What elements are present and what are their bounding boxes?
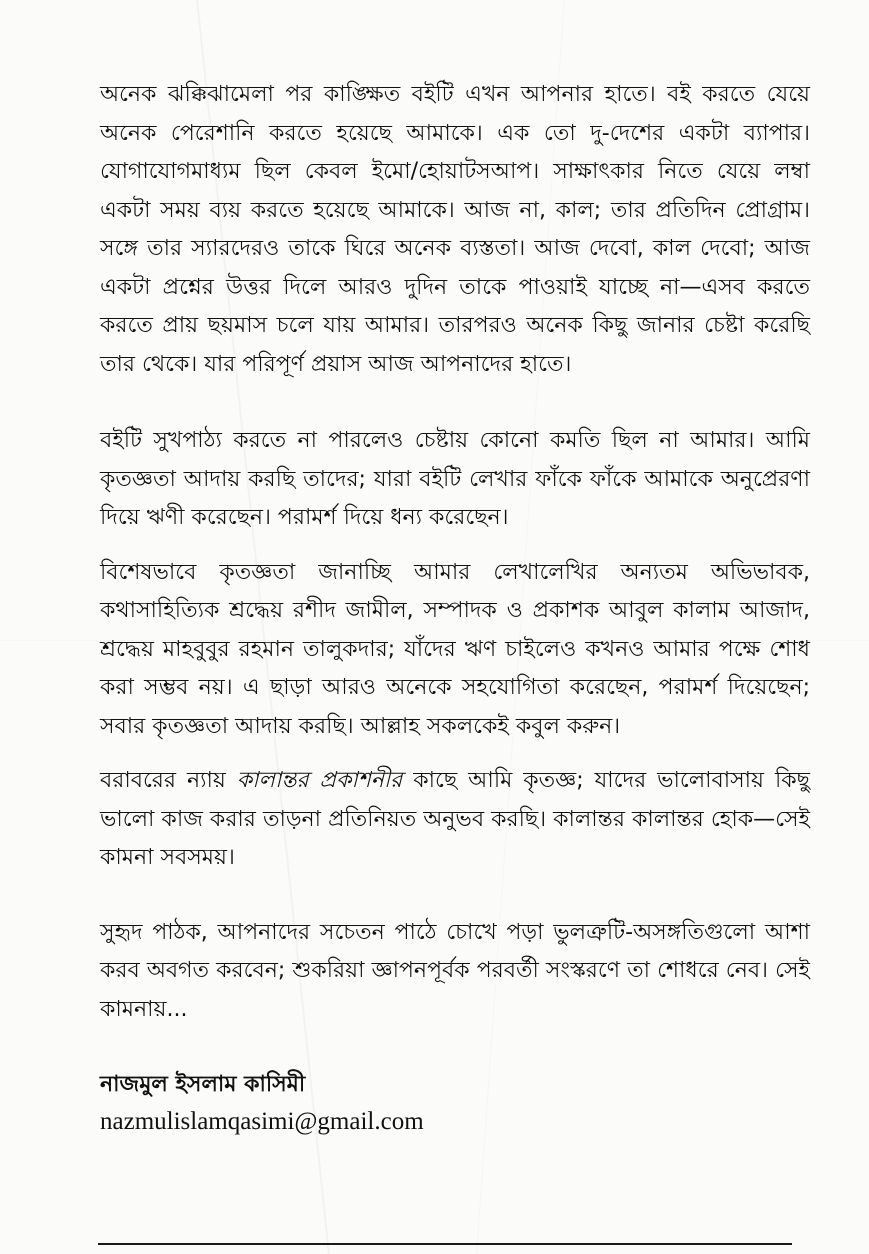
- author-email: nazmulislamqasimi@gmail.com: [100, 1108, 424, 1135]
- paragraph-5: সুহৃদ পাঠক, আপনাদের সচেতন পাঠে চোখে পড়া ভুলত্রুটি-অসঙ্গতিগুলো আশা করব অবগত করবেন; শুকরিয়া জ্ঞাপনপূর্বক পরবর্তী সংস্করণে তা শোধরে নেব। সেই কামনায়...: [100, 919, 810, 1022]
- paragraph-4-start: বরাবরের ন্যায়: [100, 768, 237, 793]
- paragraph-3: বিশেষভাবে কৃতজ্ঞতা জানাচ্ছি আমার লেখালেখির অন্যতম অভিভাবক, কথাসাহিত্যিক শ্রদ্ধেয় রশীদ জামীল, সম্পাদক ও প্রকাশক আবুল কালাম আজাদ, শ্রদ্ধেয় মাহবুবুর রহমান তালুকদার; যাঁদের ঋণ চাইলেও কখনও আমার পক্ষে শোধ করা সম্ভব নয়। এ ছাড়া আরও অনেকে সহযোগিতা করেছেন, পরামর্শ দিয়েছেন; সবার কৃতজ্ঞতা আদায় করছি। আল্লাহ সকলকেই কবুল করুন।: [100, 559, 810, 739]
- paragraph-4: [100, 762, 810, 878]
- paragraph-1: অনেক ঝক্কিঝামেলা পর কাঙ্ক্ষিত বইটি এখন আপনার হাতে। বই করতে যেয়ে অনেক পেরেশানি করতে হয়েছে আমাকে। এক তো দু-দেশের একটা ব্যাপার। যোগাযোগমাধ্যম ছিল কেবল ইমো/হোয়াটসআপ। সাক্ষাৎকার নিতে যেয়ে লম্বা একটা সময় ব্যয় করতে হয়েছে আমাকে। আজ না, কাল; তার প্রতিদিন প্রোগ্রাম। সঙ্গে তার স্যারদেরও তাকে ঘিরে অনেক ব্যস্ততা। আজ দেবো, কাল দেবো; আজ একটা প্রশ্নের উত্তর দিলে আরও দুদিন তাকে পাওয়াই যাচ্ছে না—এসব করতে করতে প্রায় ছয়মাস চলে যায় আমার। তারপরও অনেক কিছু জানার চেষ্টা করেছি তার থেকে। যার পরিপূর্ণ প্রয়াস আজ আপনাদের হাতে।: [100, 82, 810, 377]
- bottom-rule: [98, 1243, 792, 1245]
- publisher-name: কালান্তর প্রকাশনীর: [236, 768, 403, 793]
- paragraph-2: বইটি সুখপাঠ্য করতে না পারলেও চেষ্টায় কোনো কমতি ছিল না আমার। আমি কৃতজ্ঞতা আদায় করছি তাদের; যারা বইটি লেখার ফাঁকে ফাঁকে আমাকে অনুপ্রেরণা দিয়ে ঋণী করেছেন। পরামর্শ দিয়ে ধন্য করেছেন।: [100, 428, 810, 530]
- paragraph-4-end: কাছে আমি কৃতজ্ঞ; যাদের ভালোবাসায় কিছু ভালো কাজ করার তাড়না প্রতিনিয়ত অনুভব করছি। কালান্তর কালান্তর হোক—সেই কামনা সবসময়।: [100, 768, 810, 870]
- acknowledgement-text: [100, 76, 810, 1029]
- signature-block: [100, 1068, 700, 1140]
- author-name: নাজমুল ইসলাম কাসিমী: [100, 1072, 306, 1097]
